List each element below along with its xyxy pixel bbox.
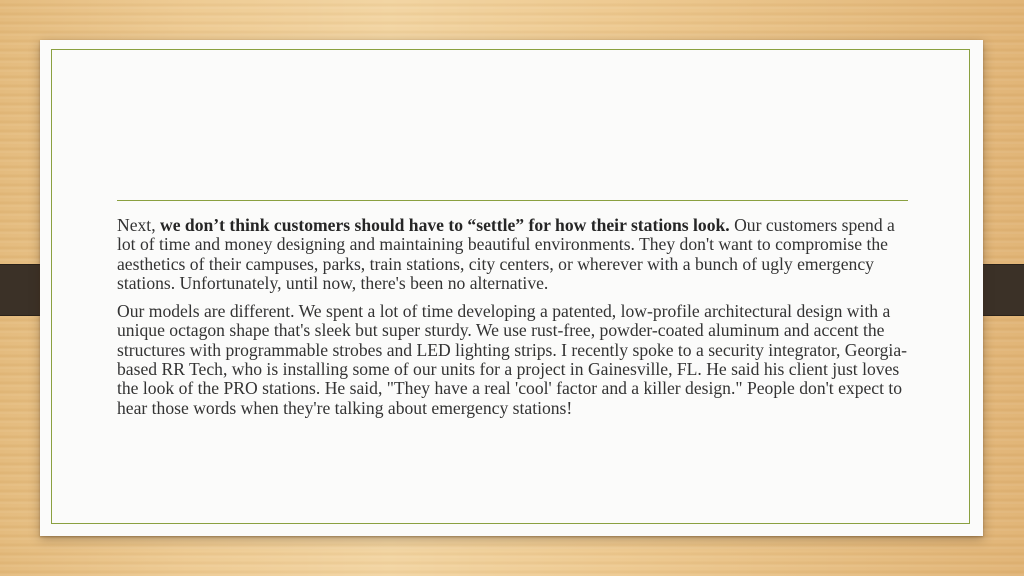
paragraph-1-bold: we don’t think customers should have to “settle” for how their stations look. — [160, 215, 730, 235]
paragraph-1-lead: Next, — [117, 215, 160, 235]
slide-paper — [40, 40, 983, 536]
paragraph-1 — [117, 216, 917, 293]
title-divider-rule — [117, 200, 908, 201]
slide-body — [117, 216, 917, 427]
paragraph-1-rest: Our customers spend a lot of time and money designing and maintaining beautiful environments. They don't want to compromise the aesthetics of their campuses, parks, train stations, city centers, or wherever with a bunch of ugly emergency stations. Unfortunately, until now, there's been no alternative. — [117, 215, 895, 293]
paragraph-2: Our models are different. We spent a lot of time developing a patented, low-profile architectural design with a unique octagon shape that's sleek but super sturdy. We use rust-free, powder-coated aluminum and accent the structures with programmable strobes and LED lighting strips. I recently spoke to a security integrator, Georgia-based RR Tech, who is installing some of our units for a project in Gainesville, FL. He said his client just loves the look of the PRO stations. He said, "They have a real 'cool' factor and a killer design." People don't expect to hear those words when they're talking about emergency stations! — [117, 301, 907, 418]
